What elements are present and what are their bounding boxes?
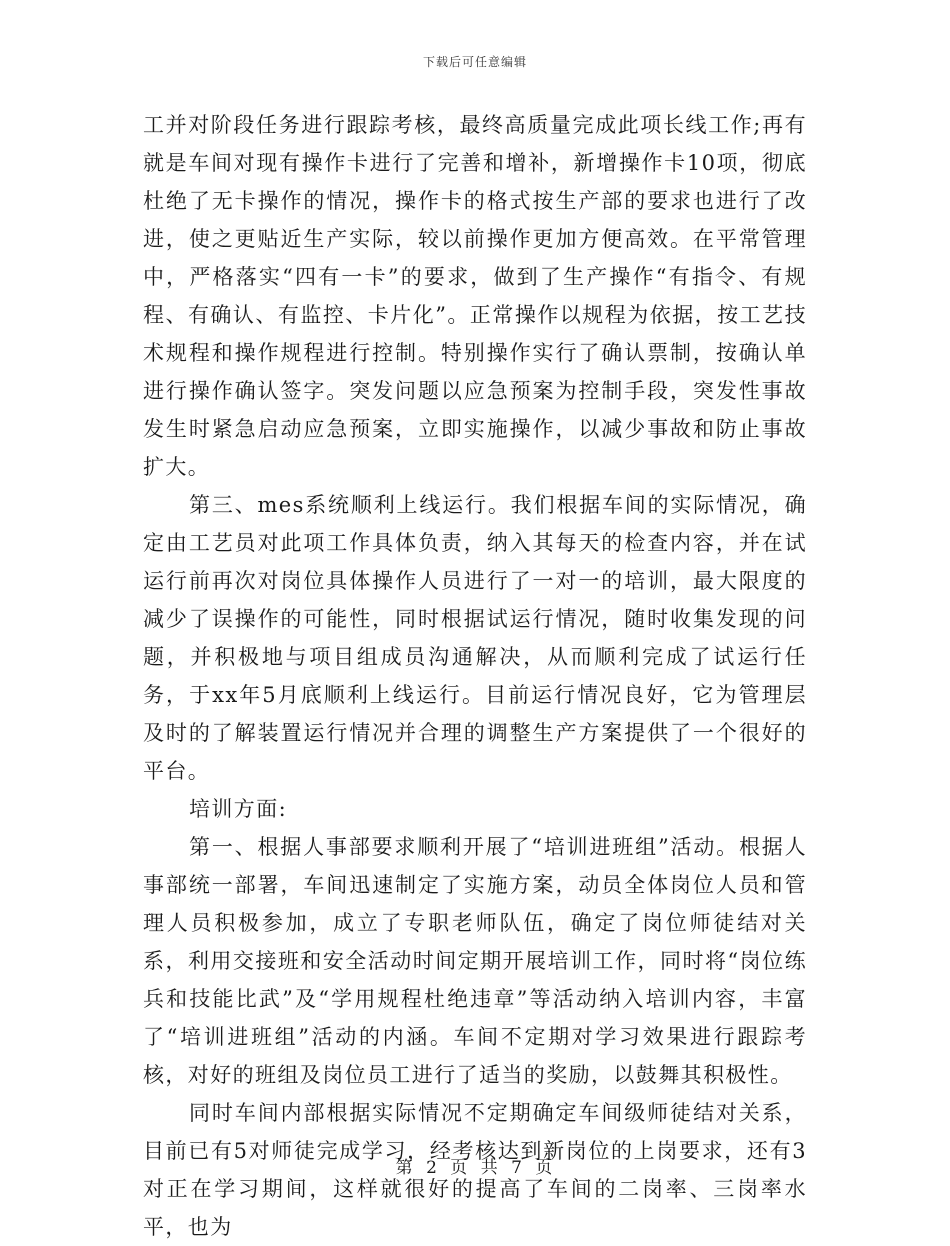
section-heading-training: 培训方面: — [189, 797, 288, 821]
paragraph-mentorship: 同时车间内部根据实际情况不定期确定车间级师徒结对关系，目前已有5对师徒完成学习，经考核达到新岗位的上岗要求，还有3对正在学习期间，这样就很好的提高了车间的二岗率、三岗率水平，也为 — [143, 1101, 807, 1239]
paragraph-training-team: 第一、根据人事部要求顺利开展了“培训进班组”活动。根据人事部统一部署，车间迅速制定了实施方案，动员全体岗位人员和管理人员积极参加，成立了专职老师队伍，确定了岗位师徒结对关系，利用交接班和安全活动时间定期开展培训工作，同时将“岗位练兵和技能比武”及“学用规程杜绝违章”等活动纳入培训内容，丰富了“培训进班组”活动的内涵。车间不定期对学习效果进行跟踪考核，对好的班组及岗位员工进行了适当的奖励，以鼓舞其积极性。 — [143, 835, 807, 1087]
paragraph-continuation: 工并对阶段任务进行跟踪考核，最终高质量完成此项长线工作;再有就是车间对现有操作卡进行了完善和增补，新增操作卡10项，彻底杜绝了无卡操作的情况，操作卡的格式按生产部的要求也进行了改进，使之更贴近生产实际，较以前操作更加方便高效。在平常管理中，严格落实“四有一卡”的要求，做到了生产操作“有指令、有规程、有确认、有监控、卡片化”。正常操作以规程为依据，按工艺技术规程和操作规程进行控制。特别操作实行了确认票制，按确认单进行操作确认签字。突发问题以应急预案为控制手段，突发性事故发生时紧急启动应急预案，立即实施操作，以减少事故和防止事故扩大。 — [143, 113, 807, 479]
paragraph-mes-system: 第三、mes系统顺利上线运行。我们根据车间的实际情况，确定由工艺员对此项工作具体负责，纳入其每天的检查内容，并在试运行前再次对岗位具体操作人员进行了一对一的培训，最大限度的减少了误操作的可能性，同时根据试运行情况，随时收集发现的问题，并积极地与项目组成员沟通解决，从而顺利完成了试运行任务，于xx年5月底顺利上线运行。目前运行情况良好，它为管理层及时的了解装置运行情况并合理的调整生产方案提供了一个很好的平台。 — [143, 493, 807, 783]
page-header: 下载后可任意编辑 — [422, 55, 527, 69]
document-body — [143, 106, 807, 1246]
page-number-footer: 第 2 页 共 7 页 — [395, 1158, 555, 1178]
